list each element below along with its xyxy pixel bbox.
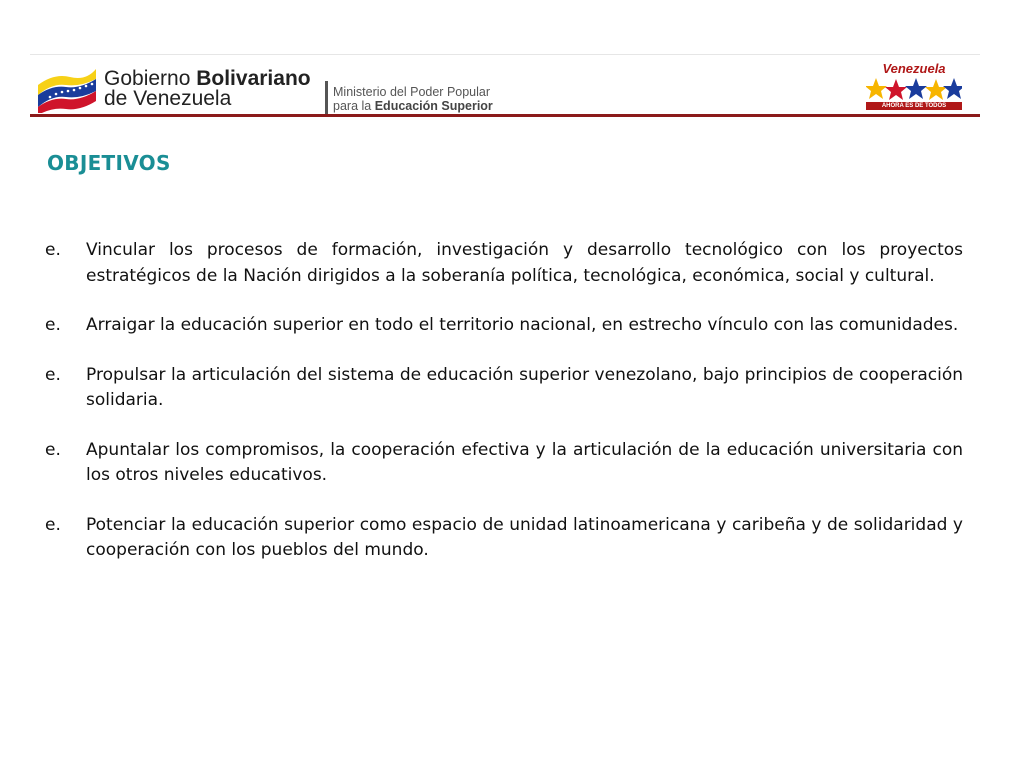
ministry-name [333, 85, 493, 113]
objectives-list [45, 238, 963, 588]
list-item [45, 363, 963, 414]
list-item [45, 313, 963, 339]
stars-icon [866, 76, 962, 102]
objective-text: Apuntalar los compromisos, la cooperación efectiva y la articulación de la educación universitaria con los otros niveles educativos. [86, 439, 963, 485]
list-marker: e. [45, 315, 61, 335]
list-item [45, 513, 963, 564]
list-marker: e. [45, 514, 61, 535]
list-marker: e. [45, 364, 61, 385]
campaign-tagline: AHORA ES DE TODOS [866, 102, 962, 110]
government-logo [36, 61, 493, 113]
gov-line1-prefix: Gobierno [104, 67, 191, 90]
header-divider [30, 114, 980, 117]
objective-text: Vincular los procesos de formación, investigación y desarrollo tecnológico con los proyectos estratégicos de la Nación dirigidos a la soberanía política, tecnológica, económica, social y cultural. [86, 240, 963, 286]
venezuela-flag-icon [36, 65, 98, 113]
ministry-line1: Ministerio del Poder Popular [333, 85, 491, 99]
objective-text: Potenciar la educación superior como espacio de unidad latinoamericana y caribeña y de solidaridad y cooperación con los pueblos del mundo. [86, 514, 963, 560]
objective-text: Propulsar la articulación del sistema de educación superior venezolano, bajo principios de cooperación solidaria. [86, 364, 963, 410]
campaign-logo [866, 61, 962, 113]
gov-line2: de Venezuela [104, 87, 232, 110]
page-title: OBJETIVOS [47, 151, 171, 175]
ministry-line2-prefix: para la [333, 99, 372, 113]
campaign-title: Venezuela [882, 61, 946, 76]
list-marker: e. [45, 439, 61, 460]
list-item [45, 238, 963, 289]
gov-line1-bold: Bolivariano [196, 67, 311, 90]
ministry-line2-bold: Educación Superior [374, 99, 493, 113]
header-banner [30, 54, 980, 117]
logo-divider [325, 81, 328, 115]
list-item [45, 438, 963, 489]
government-name [104, 69, 311, 109]
list-marker: e. [45, 240, 61, 260]
objective-text: Arraigar la educación superior en todo el territorio nacional, en estrecho vínculo con las comunidades. [86, 315, 959, 335]
